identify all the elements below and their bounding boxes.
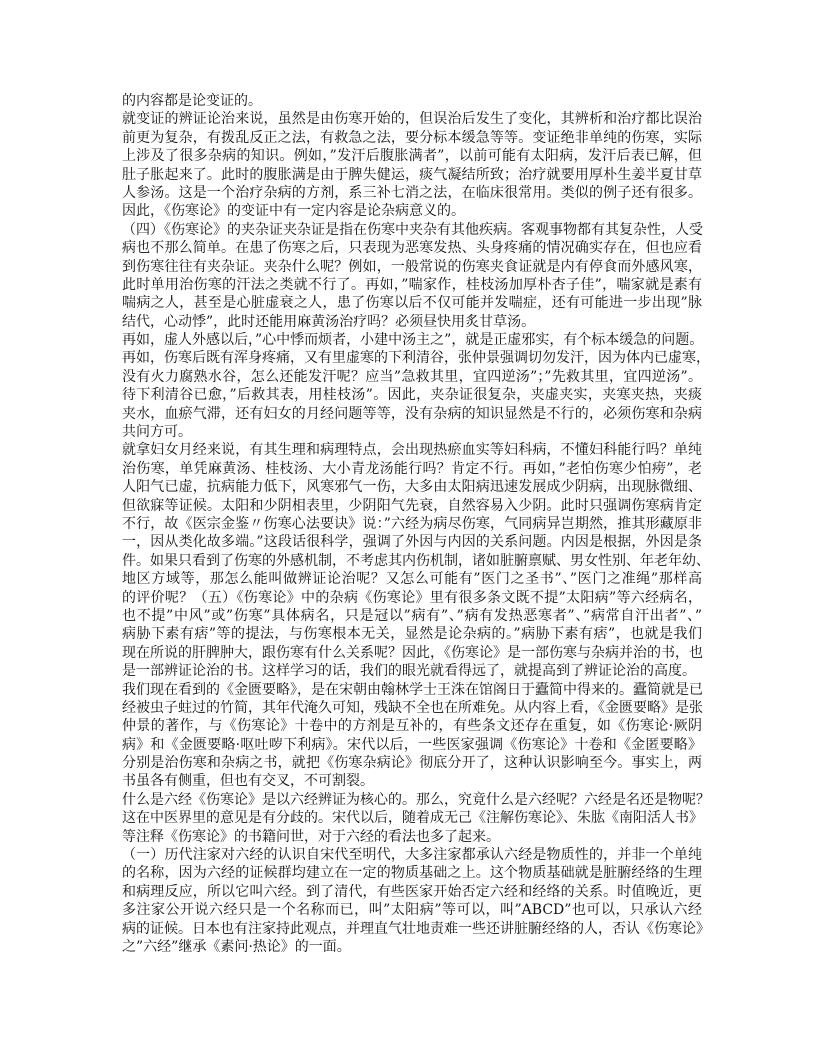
text-line: 不行，故《医宗金鉴〃伤寒心法要诀》说：”六经为病尽伤寒，气同病异岂期然，推其形藏原非 — [122, 515, 702, 532]
text-line: 但欲寐等证候。太阳和少阴相表里，少阴阳气先衰，自然容易入少阴。此时只强调伤寒病肯定 — [122, 497, 702, 514]
text-line: 是一部辨证论治的书。这样学习的话，我们的眼光就看得远了，就提高到了辨证论治的高度。 — [122, 663, 696, 680]
text-line: 多注家公开说六经只是一个名称而已，叫”太阳病”等可以，叫”ABCD”也可以，只承认六经 — [122, 902, 702, 919]
text-line: 上涉及了很多杂病的知识。例如，”发汗后腹胀满者”，以前可能有太阳病，发汗后表已解，但 — [122, 148, 702, 165]
text-line: 待下利清谷已愈，”后救其表，用桂枝汤”。因此，夹杂证很复杂，夹虚夹实，夹寒夹热，夹痰 — [122, 387, 702, 404]
text-line: 就变证的辨证论治来说，虽然是由伤寒开始的，但误治后发生了变化，其辨析和治疗都比误治 — [122, 111, 702, 128]
text-line: 病胁下素有痞”等的提法，与伤寒根本无关，显然是论杂病的。”病胁下素有痞”，也就是我们 — [122, 626, 702, 643]
paragraph — [122, 441, 710, 680]
text-line: （四）《伤寒论》的夹杂证夹杂证是指在伤寒中夹杂有其他疾病。客观事物都有其复杂性，人受 — [122, 221, 703, 238]
text-line: 病》和《金匮要略·呕吐哕下利病》。宋代以后，一些医家强调《伤寒论》十卷和《金匿要略》 — [122, 736, 702, 753]
paragraph — [122, 791, 710, 846]
text-line: 到伤寒往往有夹杂证。夹杂什么呢？例如，一般常说的伤寒夹食证就是内有停食而外感风寒， — [122, 258, 702, 275]
paragraph — [122, 331, 702, 349]
text-line: 的评价呢？（五）《伤寒论》中的杂病《伤寒论》里有很多条文既不提”太阳病”等六经病名， — [122, 589, 702, 606]
text-line: 这在中医界里的意见是有分歧的。宋代以后，随着成无己《注解伤寒论》、朱肱《南阳活人书》 — [122, 810, 703, 827]
text-line: 肚子胀起来了。此时的腹胀满是由于脾失健运，痰气凝结所致；治疗就要用厚朴生姜半夏甘草 — [122, 166, 702, 183]
text-line: 也不提”中风”或”伤寒”具体病名，只是冠以”病有”、”病有发热恶寒者”、”病常自汗出者”、” — [122, 607, 702, 624]
text-line: 等注释《伤寒论》的书籍问世，对于六经的看法也多了起来。 — [122, 828, 500, 845]
text-line: 喘病之人，甚至是心脏虚衰之人，患了伤寒以后不仅可能并发喘症，还有可能进一步出现”脉 — [122, 295, 702, 312]
text-line: 之”六经”继承《素问·热论》的一面。 — [122, 938, 351, 955]
text-line: 仲景的著作，与《伤寒论》十卷中的方剂是互补的，有些条文还存在重复，如《伤寒论·厥阴 — [122, 718, 702, 735]
paragraph — [122, 221, 702, 331]
text-line: 书虽各有侧重，但也有交叉，不可割裂。 — [122, 773, 374, 790]
text-line: 因此，《伤寒论》的变证中有一定内容是论杂病意义的。 — [122, 203, 465, 220]
text-line: 再如，伤寒后既有浑身疼痛，又有里虚寒的下利清谷，张仲景强调切勿发汗，因为体内已虚寒， — [122, 350, 710, 367]
text-line: 人参汤。这是一个治疗杂病的方剂，系三补七消之法，在临床很常用。类似的例子还有很多。 — [122, 184, 702, 201]
text-line: 共问方可。 — [122, 424, 192, 441]
text-line: 的内容都是论变证的。 — [122, 93, 262, 109]
text-line: 再如，虚人外感以后，”心中悸而烦者，小建中汤主之”，就是正虚邪实，有个标本缓急的问题。 — [122, 332, 704, 349]
paragraph — [122, 110, 702, 220]
text-line: 夹水，血瘀气滞，还有妇女的月经问题等等，没有杂病的知识显然是不行的，必须伤寒和杂病 — [122, 405, 702, 422]
document-body — [122, 92, 710, 956]
text-line: （一）历代注家对六经的认识自宋代至明代，大多注家都承认六经是物质性的，并非一个单纯 — [122, 847, 702, 864]
text-line: 前更为复杂，有拨乱反正之法，有救急之法，要分标本缓急等等。变证绝非单纯的伤寒，实际 — [122, 129, 702, 146]
text-line: 一，因从类化故多端。”这段话很科学，强调了外因与内因的关系问题。内因是根据，外因是条 — [122, 534, 702, 551]
text-line: 件。如果只看到了伤寒的外感机制，不考虑其内伤机制，诸如脏腑禀赋、男女性别、年老年幼、 — [122, 552, 710, 569]
text-line: 现在所说的肝脾肿大，跟伤寒有什么关系呢？因此，《伤寒论》是一部伤寒与杂病并治的书，也 — [122, 644, 703, 661]
text-line: 人阳气已虚，抗病能力低下，风寒邪气一伤，大多由太阳病迅速发展成少阴病，出现脉微细、 — [122, 479, 702, 496]
text-line: 结代，心动悸”，此时还能用麻黄汤治疗吗？必须昼快用炙甘草汤。 — [122, 313, 536, 330]
paragraph — [122, 349, 710, 441]
text-line: 的名称，因为六经的证候群均建立在一定的物质基础之上。这个物质基础就是脏腑经络的生理 — [122, 865, 702, 882]
text-line: 没有火力腐熟水谷，怎么还能发汗呢？应当”急救其里，宜四逆汤”；”先救其里，宜四逆汤”。 — [122, 368, 702, 385]
paragraph — [122, 681, 702, 791]
text-line: 我们现在看到的《金匮要略》，是在宋朝由翰林学士王洙在馆阁日于蠹简中得来的。蠹简就是已 — [122, 681, 703, 698]
text-line: 分别是治伤寒和杂病之书，就把《伤寒杂病论》彻底分开了，这种认识影响至今。事实上，两 — [122, 755, 702, 772]
text-line: 此时单用治伤寒的汗法之类就不行了。再如，”喘家作，桂枝汤加厚朴杏子佳”，喘家就是素有 — [122, 276, 702, 293]
paragraph — [122, 92, 702, 110]
text-line: 经被虫子蛀过的竹简，其年代淹久可知，残缺不全也在所难免。从内容上看，《金匮要略》是张 — [122, 699, 703, 716]
text-line: 就拿妇女月经来说，有其生理和病理特点，会出现热瘀血实等妇科病，不懂妇科能行吗？单纯 — [122, 442, 702, 459]
text-line: 和病理反应，所以它叫六经。到了清代，有些医家开始否定六经和经络的关系。时值晚近，更 — [122, 883, 702, 900]
text-line: 什么是六经《伤寒论》是以六经辨证为核心的。那么，究竟什么是六经呢？六经是名还是物呢？ — [122, 791, 710, 808]
text-line: 病的证候。日本也有注家持此观点，并理直气壮地责难一些还讲脏腑经络的人，否认《伤寒论》 — [122, 920, 710, 937]
text-line: 病也不那么简单。在患了伤寒之后，只表现为恶寒发热、头身疼痛的情况确实存在，但也应看 — [122, 240, 702, 257]
text-line: 治伤寒，单凭麻黄汤、桂枝汤、大小青龙汤能行吗？肯定不行。再如，”老怕伤寒少怕痨”，老 — [122, 460, 702, 477]
text-line: 地区方域等，那怎么能叫做辨证论治呢？又怎么可能有”医门之圣书”、”医门之准绳”那样高 — [122, 571, 702, 588]
paragraph — [122, 846, 710, 956]
